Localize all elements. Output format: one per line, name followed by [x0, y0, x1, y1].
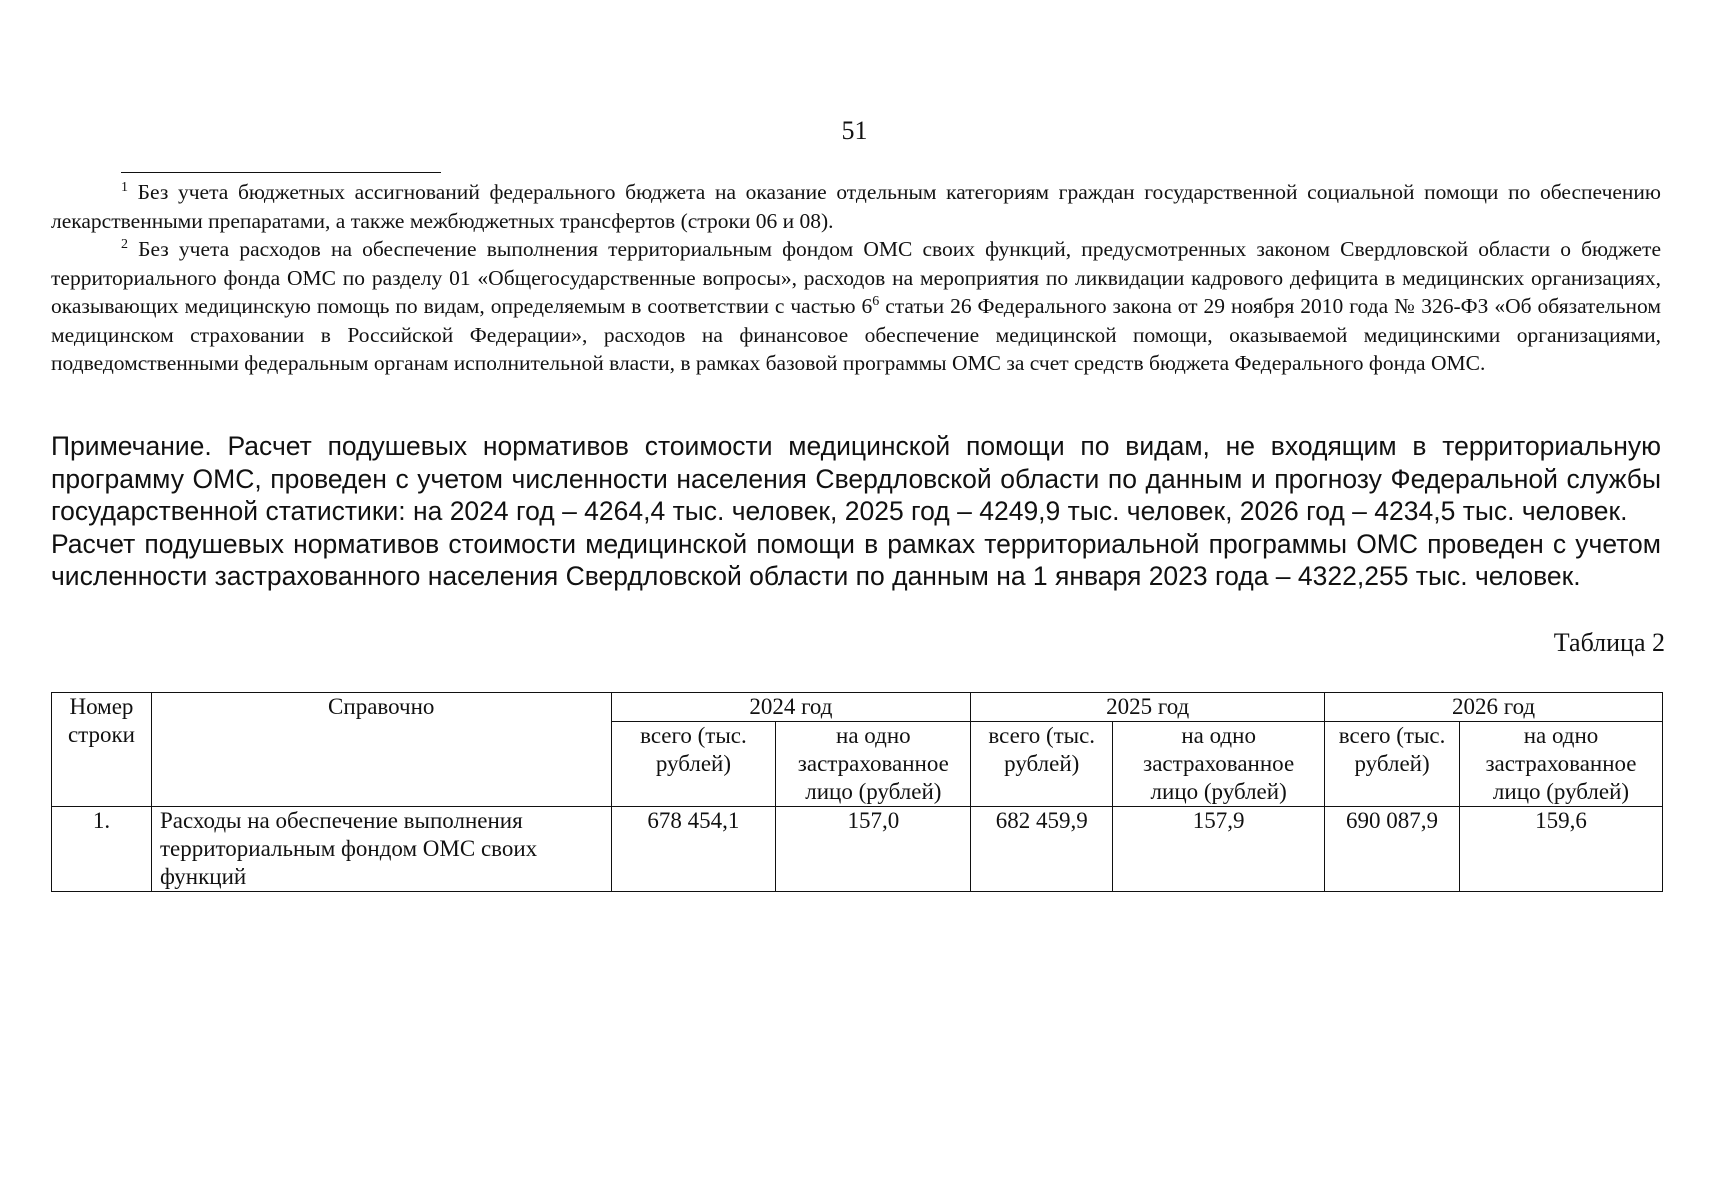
cell-value: 159,6 [1460, 807, 1663, 892]
footnote-text: Без учета бюджетных ассигнований федерального бюджета на оказание отдельным категориям граждан государственной социальной помощи по обеспечению лекарственными препаратами, а также межбюджетных трансфертов (строки 06 и 08). [51, 180, 1661, 233]
footnote-separator [121, 172, 441, 173]
footnotes [51, 178, 1661, 378]
row-number: 1. [52, 807, 152, 892]
note-block [51, 430, 1661, 593]
cell-value: 157,0 [776, 807, 971, 892]
footnote-superscript: 6 [872, 294, 880, 309]
cell-value: 690 087,9 [1325, 807, 1460, 892]
header-year: 2024 год [611, 693, 971, 722]
header-reference: Справочно [151, 693, 611, 807]
header-year: 2026 год [1325, 693, 1663, 722]
subheader-per-person: на одно застрахованное лицо (рублей) [1460, 722, 1663, 807]
header-row-number: Номер строки [52, 693, 152, 807]
note-paragraph: Расчет подушевых нормативов стоимости медицинской помощи в рамках территориальной программы ОМС проведен с учетом численности застрахованного населения Свердловской области по данным на 1 января 2023 года – 4322,255 тыс. человек. [51, 528, 1661, 591]
subheader-per-person: на одно застрахованное лицо (рублей) [776, 722, 971, 807]
footnote-text: Без учета расходов на обеспечение выполнения территориальным фондом ОМС своих функций, предусмотренных законом Свердловской области о бюджете территориального фонда ОМС по разделу 01 «Общегосударственные вопросы», расходов на мероприятия по ликвидации кадрового дефицита в медицинских организациях, оказывающих медицинскую помощь по видам, определяемым в соответствии с частью 6 [51, 237, 1661, 318]
footnote-mark: 1 [121, 180, 128, 195]
cell-value: 157,9 [1113, 807, 1325, 892]
cell-value: 682 459,9 [971, 807, 1113, 892]
footnote-1 [51, 178, 1661, 235]
subheader-per-person: на одно застрахованное лицо (рублей) [1113, 722, 1325, 807]
footnote-text-continued: статьи 26 Федерального закона от 29 ноября 2010 года № 326-ФЗ «Об обязательном медицинском страховании в Российской Федерации», расходов на финансовое обеспечение медицинской помощи, оказываемой медицинскими организациями, подведомственными федеральным органам исполнительной власти, в рамках базовой программы ОМС за счет средств бюджета Федерального фонда ОМС. [51, 294, 1661, 375]
header-year: 2025 год [971, 693, 1325, 722]
subheader-total: всего (тыс. рублей) [611, 722, 776, 807]
subheader-total: всего (тыс. рублей) [971, 722, 1113, 807]
note-paragraph: Примечание. Расчет подушевых нормативов стоимости медицинской помощи по видам, не входящим в территориальную программу ОМС, проведен с учетом численности населения Свердловской области по данным и прогнозу Федеральной службы государственной статистики: на 2024 год – 4264,4 тыс. человек, 2025 год – 4249,9 тыс. человек, 2026 год – 4234,5 тыс. человек. [51, 431, 1661, 526]
table-row [52, 807, 1663, 892]
page-number: 51 [841, 116, 868, 145]
table-label: Таблица 2 [1553, 628, 1665, 657]
footnote-mark: 2 [121, 237, 128, 252]
data-table [51, 692, 1663, 892]
table-header-row [52, 693, 1663, 722]
cell-value: 678 454,1 [611, 807, 776, 892]
footnote-2 [51, 235, 1661, 378]
subheader-total: всего (тыс. рублей) [1325, 722, 1460, 807]
row-name: Расходы на обеспечение выполнения территориальным фондом ОМС своих функций [151, 807, 611, 892]
